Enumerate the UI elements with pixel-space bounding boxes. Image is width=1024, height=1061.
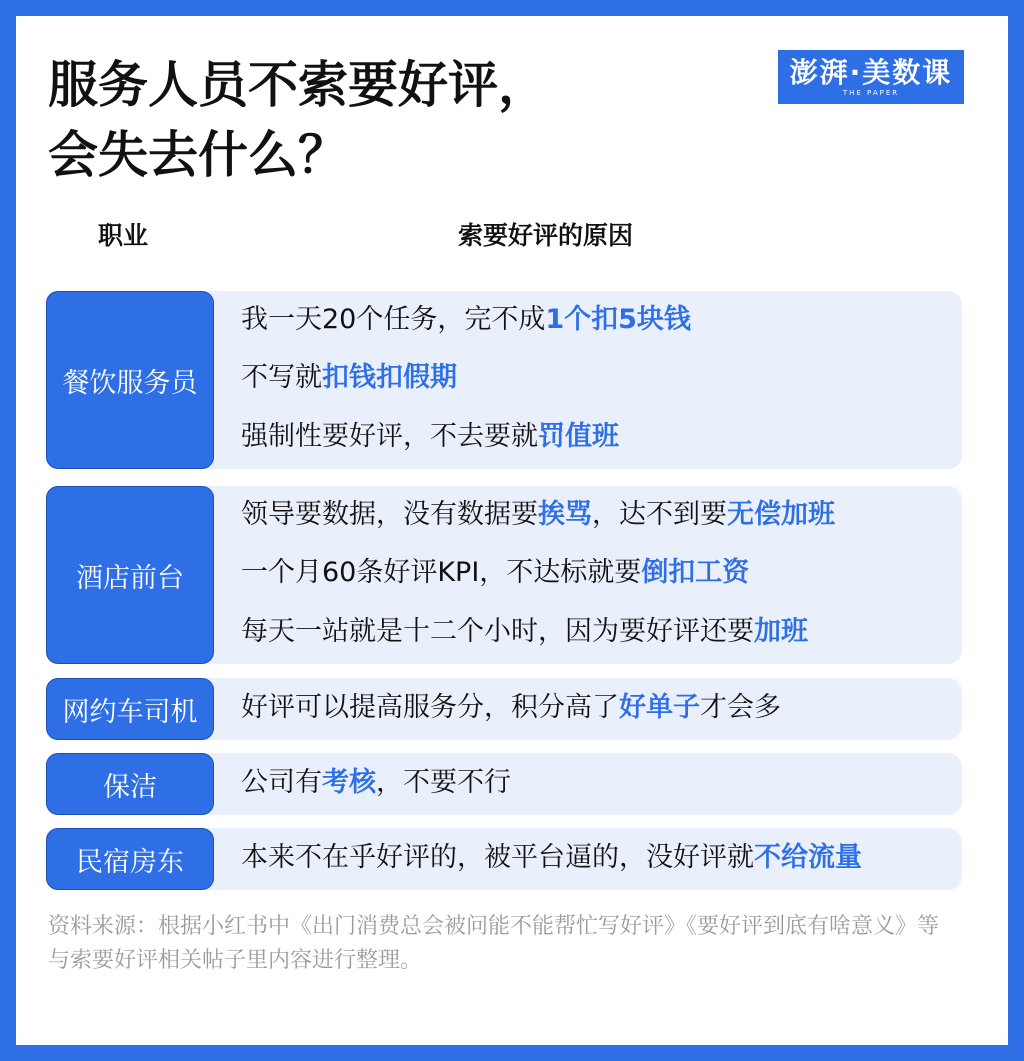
reason-highlight: 1个扣5块钱 [545, 304, 691, 335]
logo-subtext: THE PAPER [842, 88, 900, 97]
logo-text: 澎湃·美数课 [789, 55, 953, 89]
reason-text: ，不要不行 [376, 767, 511, 798]
reason-line [241, 764, 511, 802]
job-label: 餐饮服务员 [46, 291, 214, 469]
reason-line [241, 613, 808, 651]
reason-text: 不写就 [241, 362, 322, 393]
table-row [46, 753, 962, 815]
reason-highlight: 考核 [322, 767, 376, 798]
reason-text: 领导要数据，没有数据要 [241, 499, 538, 530]
reason-line [241, 689, 781, 727]
source-note: 资料来源：根据小红书中《出门消费总会被问能不能帮忙写好评》《要好评到底有啥意义》等与索要好评相关帖子里内容进行整理。 [48, 914, 940, 973]
reason-highlight: 罚值班 [538, 421, 619, 452]
column-header-reason: 索要好评的原因 [458, 221, 634, 250]
reason-text: 每天一站就是十二个小时，因为要好评还要 [241, 616, 754, 647]
table-row [46, 678, 962, 740]
reason-text: 才会多 [700, 692, 781, 723]
reason-highlight: 不给流量 [754, 842, 862, 873]
title-line-2: 会失去什么？ [48, 126, 348, 184]
reason-line [241, 359, 457, 397]
reason-highlight: 挨骂 [538, 499, 592, 530]
table-row [46, 291, 962, 469]
reason-line [241, 839, 862, 877]
title-line-1: 服务人员不索要好评， [48, 56, 548, 114]
reason-text: 公司有 [241, 767, 322, 798]
reason-highlight: 扣钱扣假期 [322, 362, 457, 393]
job-label: 酒店前台 [46, 486, 214, 664]
reason-text: 我一天20个任务，完不成 [241, 304, 546, 335]
reason-text: 本来不在乎好评的，被平台逼的，没好评就 [241, 842, 754, 873]
reason-highlight: 倒扣工资 [641, 557, 750, 588]
job-label: 民宿房东 [46, 828, 214, 890]
reason-text: ，达不到要 [592, 499, 727, 530]
job-label: 网约车司机 [46, 678, 214, 740]
reason-highlight: 加班 [754, 616, 808, 647]
reason-text: 一个月60条好评KPI，不达标就要 [241, 557, 642, 588]
page-title [48, 50, 548, 190]
table-row [46, 486, 962, 664]
column-header-job: 职业 [98, 221, 149, 250]
reason-line [241, 554, 749, 592]
job-label: 保洁 [46, 753, 214, 815]
reason-text: 好评可以提高服务分，积分高了 [241, 692, 619, 723]
table-row [46, 828, 962, 890]
reason-line [241, 418, 619, 456]
reason-line [241, 301, 691, 339]
reason-highlight: 无偿加班 [727, 499, 835, 530]
reason-line [241, 496, 835, 534]
reason-highlight: 好单子 [619, 692, 700, 723]
reason-text: 强制性要好评，不去要就 [241, 421, 538, 452]
brand-logo [778, 50, 964, 104]
